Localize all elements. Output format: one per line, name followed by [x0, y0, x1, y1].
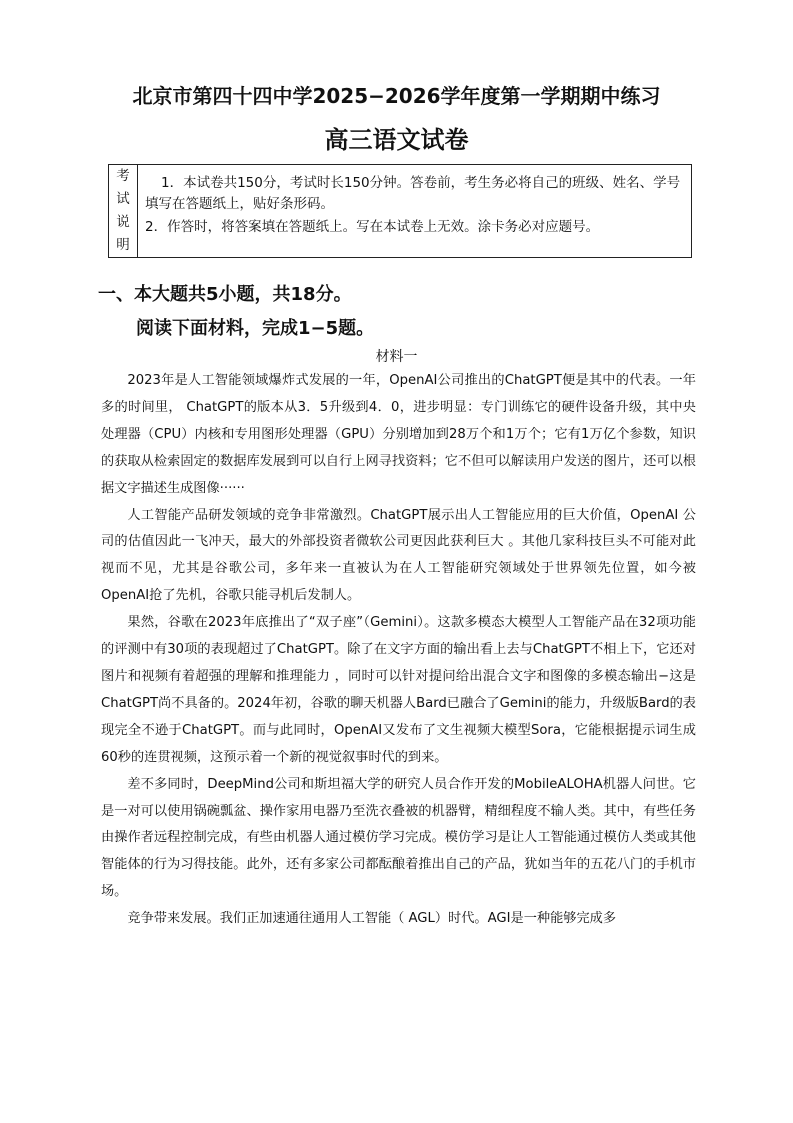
label-char: 考	[116, 168, 130, 184]
instructions-label	[109, 165, 138, 257]
label-char: 说	[116, 214, 130, 230]
material-title: 材料一	[375, 349, 418, 365]
section-instruction: 阅读下面材料，完成1−5题。	[136, 318, 375, 339]
label-char: 明	[116, 237, 130, 253]
exam-subtitle: 高三语文试卷	[324, 125, 469, 154]
exam-instructions-box	[108, 164, 692, 258]
paragraph-2: 人工智能产品研发领域的竞争非常激烈。ChatGPT展示出人工智能应用的巨大价值，OpenAI 公司的估值因此一飞冲天，最大的外部投资者微软公司更因此获利巨大 。其他几家科技巨头不可能对此视而不见，尤其是谷歌公司，多年来一直被认为在人工智能研究领域处于世界领先位置，如今被 OpenAI抢了先机，谷歌只能寻机后发制人。	[101, 507, 696, 604]
instruction-item-2: 2．作答时，将答案填在答题纸上。写在本试卷上无效。涂卡务必对应题号。	[145, 219, 600, 235]
paragraph-5: 竞争带来发展。我们正加速通往通用人工智能（ AGL）时代。AGI是一种能够完成多	[127, 911, 617, 927]
instruction-item-1: 1．本试卷共150分，考试时长150分钟。答卷前，考生务必将自己的班级、姓名、学号填写在答题纸上，贴好条形码。	[145, 175, 681, 212]
label-char: 试	[116, 191, 130, 207]
section-heading: 一、本大题共5小题，共18分。	[98, 284, 352, 305]
exam-title: 北京市第四十四中学2025−2026学年度第一学期期中练习	[132, 84, 661, 108]
material-text	[101, 368, 696, 933]
instructions-body	[145, 173, 689, 238]
paragraph-3: 果然，谷歌在2023年底推出了“双子座”（Gemini）。这款多模态大模型人工智能产品在32项功能的评测中有30项的表现超过了ChatGPT。除了在文字方面的输出看上去与ChatGPT不相上下，它还对图片和视频有着超强的理解和推理能力 ，同时可以针对提问给出混合文字和图像的多模态输出−这是ChatGPT尚不具备的。2024年初，谷歌的聊天机器人Bard已融合了Gemini的能力，升级版Bard的表现完全不逊于ChatGPT。而与此同时，OpenAI又发布了文生视频大模型Sora，它能根据提示词生成60秒的连贯视频，这预示着一个新的视觉叙事时代的到来。	[101, 615, 696, 765]
paragraph-4: 差不多同时，DeepMind公司和斯坦福大学的研究人员合作开发的MobileALOHA机器人问世。它是一对可以使用锅碗瓢盆、操作家用电器乃至洗衣叠被的机器臂，精细程度不输人类。其中，有些任务由操作者远程控制完成，有些由机器人通过模仿学习完成。模仿学习是让人工智能通过模仿人类或其他智能体的行为习得技能。此外，还有多家公司都酝酿着推出自己的产品，犹如当年的五花八门的手机市场。	[101, 776, 696, 900]
paragraph-1: 2023年是人工智能领域爆炸式发展的一年，OpenAI公司推出的ChatGPT便是其中的代表。一年多的时间里， ChatGPT的版本从3．5升级到4．0，进步明显：专门训练它的硬件设备升级，其中央处理器（CPU）内核和专用图形处理器（GPU）分别增加到28万个和1万个；它有1万亿个参数，知识的获取从检索固定的数据库发展到可以自行上网寻找资料；它不但可以解读用户发送的图片，还可以根据文字描述生成图像······	[101, 373, 696, 496]
